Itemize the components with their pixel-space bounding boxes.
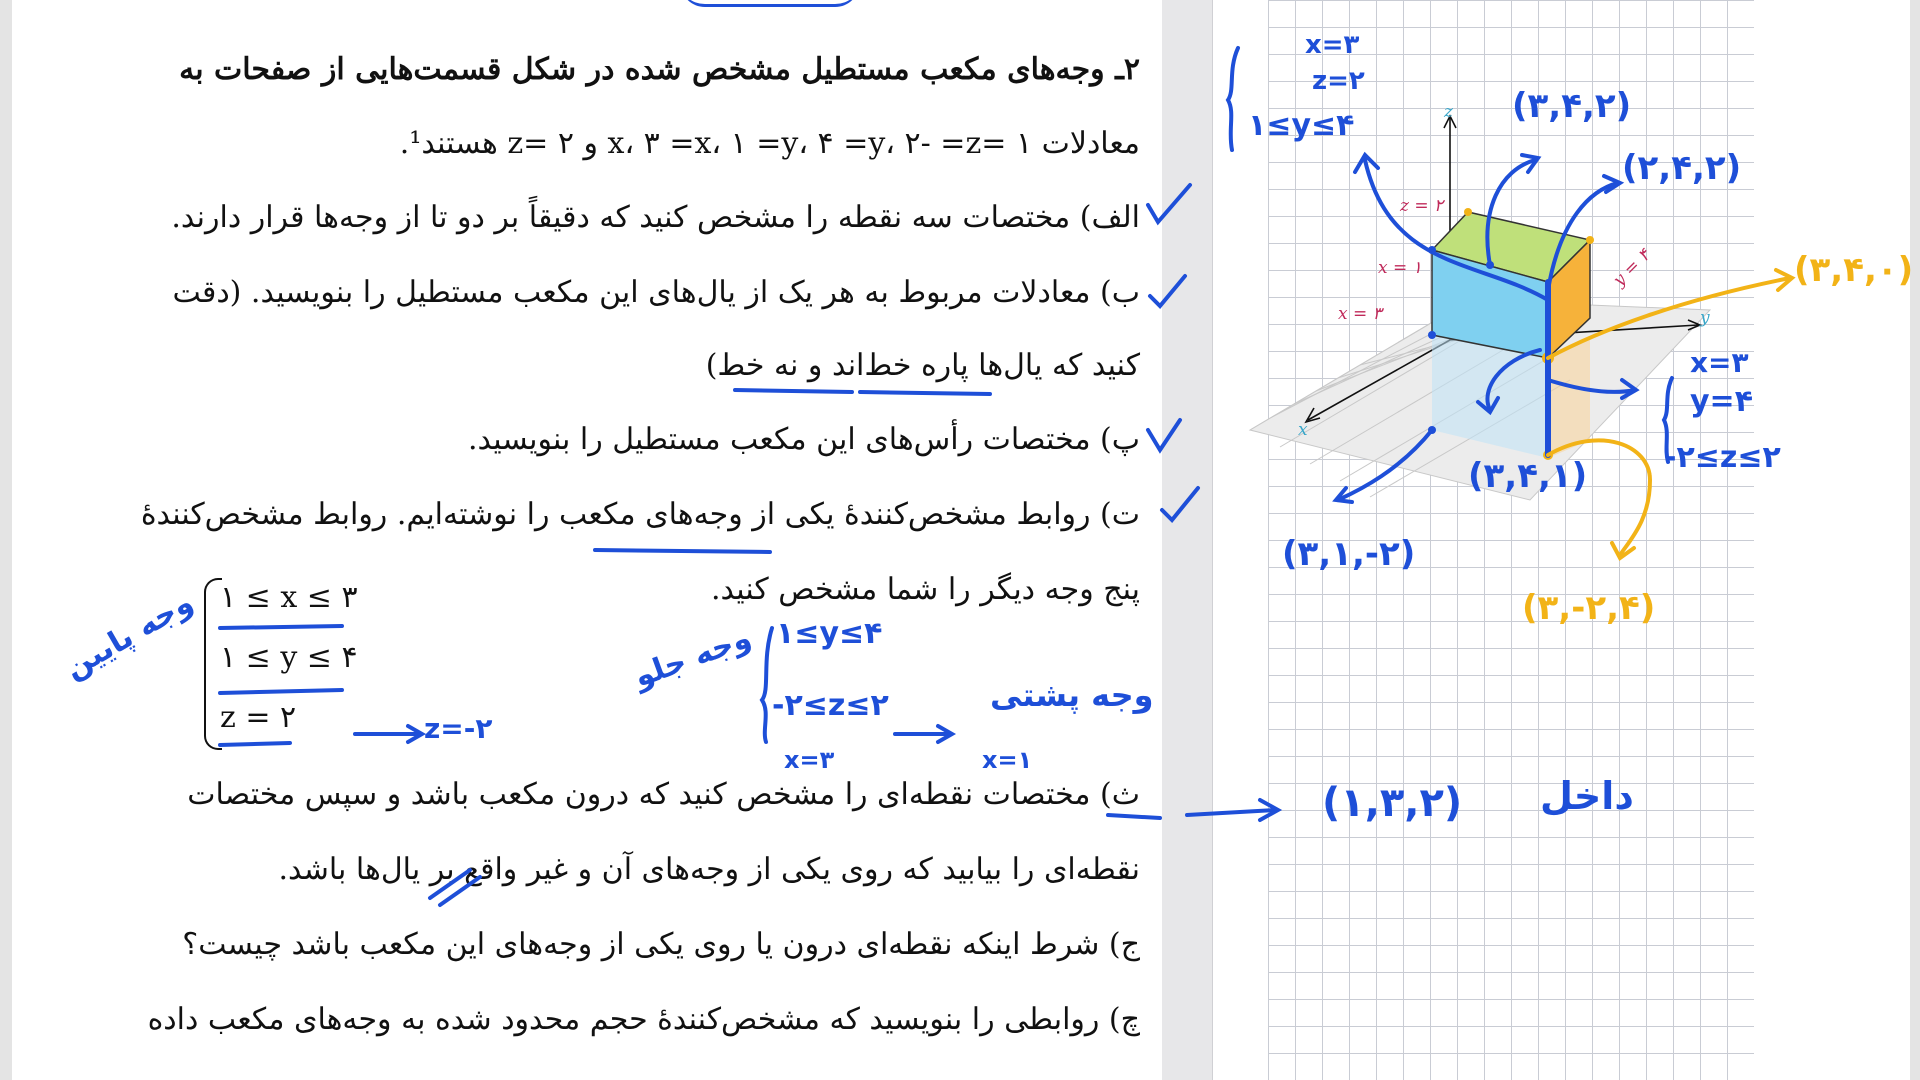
part-be: ب) معادلات مربوط به هر یک از یال‌های این مکعب مستطیل را بنویسید. (دقت (172, 275, 1140, 310)
x-axis-label: x (1298, 420, 1308, 440)
hw-mid-x3: x=۳ (784, 746, 835, 774)
y-axis-label: y (1700, 308, 1710, 328)
part-se-cont: نقطه‌ای را بیابید که روی یکی از وجه‌های آن و غیر واقع بر یال‌ها باشد. (278, 852, 1140, 887)
hw-top-x3: x=۳ (1305, 30, 1360, 60)
part-che: چ) روابطی را بنویسید که مشخص‌کنندهٔ حجم محدود شده به وجه‌های مکعب داده (147, 1002, 1140, 1037)
hw-face-front: وجه جلو (629, 620, 756, 695)
system-row-3: z = ۲ (220, 700, 297, 735)
hw-right-x3: x=۳ (1690, 346, 1749, 379)
part-pe: پ) مختصات رأس‌های این مکعب مستطیل را بنویسید. (468, 422, 1140, 457)
hw-point-242: (۲,۴,۲) (1622, 148, 1742, 188)
plane-label-z2: z = ۲ (1400, 196, 1444, 216)
hw-point-31-2: (۳,۱,-۲) (1282, 534, 1416, 574)
part-jim: ج) شرط اینکه نقطه‌ای درون یا روی یکی از وجه‌های این مکعب باشد چیست؟ (182, 927, 1140, 962)
part-be-cont: کنید که یال‌ها پاره خط‌اند و نه خط) (705, 348, 1140, 383)
part-se: ث) مختصات نقطه‌ای را مشخص کنید که درون مکعب باشد و سپس مختصات (187, 777, 1140, 812)
hw-face-down: وجه پایین (58, 584, 200, 687)
hw-point-3-24: (۳,-۲,۴) (1522, 588, 1656, 628)
part-te-cont: پنج وجه دیگر را شما مشخص کنید. (711, 572, 1140, 607)
plane-label-y4: y = ۴ (1609, 245, 1655, 291)
hw-face-back: وجه پشتی (990, 676, 1154, 714)
hw-point-341: (۳,۴,۱) (1468, 456, 1588, 496)
part-te: ت) روابط مشخص‌کنندهٔ یکی از وجه‌های مکعب را نوشته‌ایم. روابط مشخص‌کنندهٔ (140, 497, 1140, 532)
hw-inside-point: (۱,۳,۲) (1322, 780, 1463, 826)
hw-mid-z-range: -۲≤z≤۲ (772, 688, 889, 723)
plane-label-x3: x = ۳ (1338, 304, 1382, 324)
part-alef: الف) مختصات سه نقطه را مشخص کنید که دقیقاً بر دو تا از وجه‌ها قرار دارند. (171, 200, 1140, 235)
hw-point-342: (۳,۴,۲) (1512, 86, 1632, 126)
hw-top-z2: z=۲ (1312, 66, 1365, 96)
system-row-2: ۱ ≤ y ≤ ۴ (220, 640, 358, 675)
hw-top-y-range: ۱≤y≤۴ (1248, 108, 1355, 143)
problem-line-1: ۲ـ وجه‌های مکعب مستطیل مشخص شده در شکل قسمت‌هایی از صفحات به (179, 52, 1140, 87)
hw-inside-word: داخل (1540, 774, 1634, 818)
hw-right-y4: y=۴ (1690, 384, 1754, 419)
system-row-1: ۱ ≤ x ≤ ۳ (220, 580, 358, 615)
problem-line-2: معادلات ۱ =x، ۳ =x، ۱ =y، ۴ =y، ۲- =z و ۲ =z هستند¹. (399, 126, 1140, 161)
hw-right-z-range: -۲≤z≤۲ (1664, 440, 1781, 475)
plane-label-x1: x = ۱ (1378, 258, 1422, 278)
hw-z-neg2: z=-۲ (424, 712, 493, 745)
z-axis-label: z (1444, 102, 1453, 122)
hw-mid-x1: x=۱ (982, 746, 1033, 774)
hw-point-340: (۳,۴,۰) (1794, 250, 1914, 290)
hw-mid-y-range: ۱≤y≤۴ (776, 616, 883, 651)
